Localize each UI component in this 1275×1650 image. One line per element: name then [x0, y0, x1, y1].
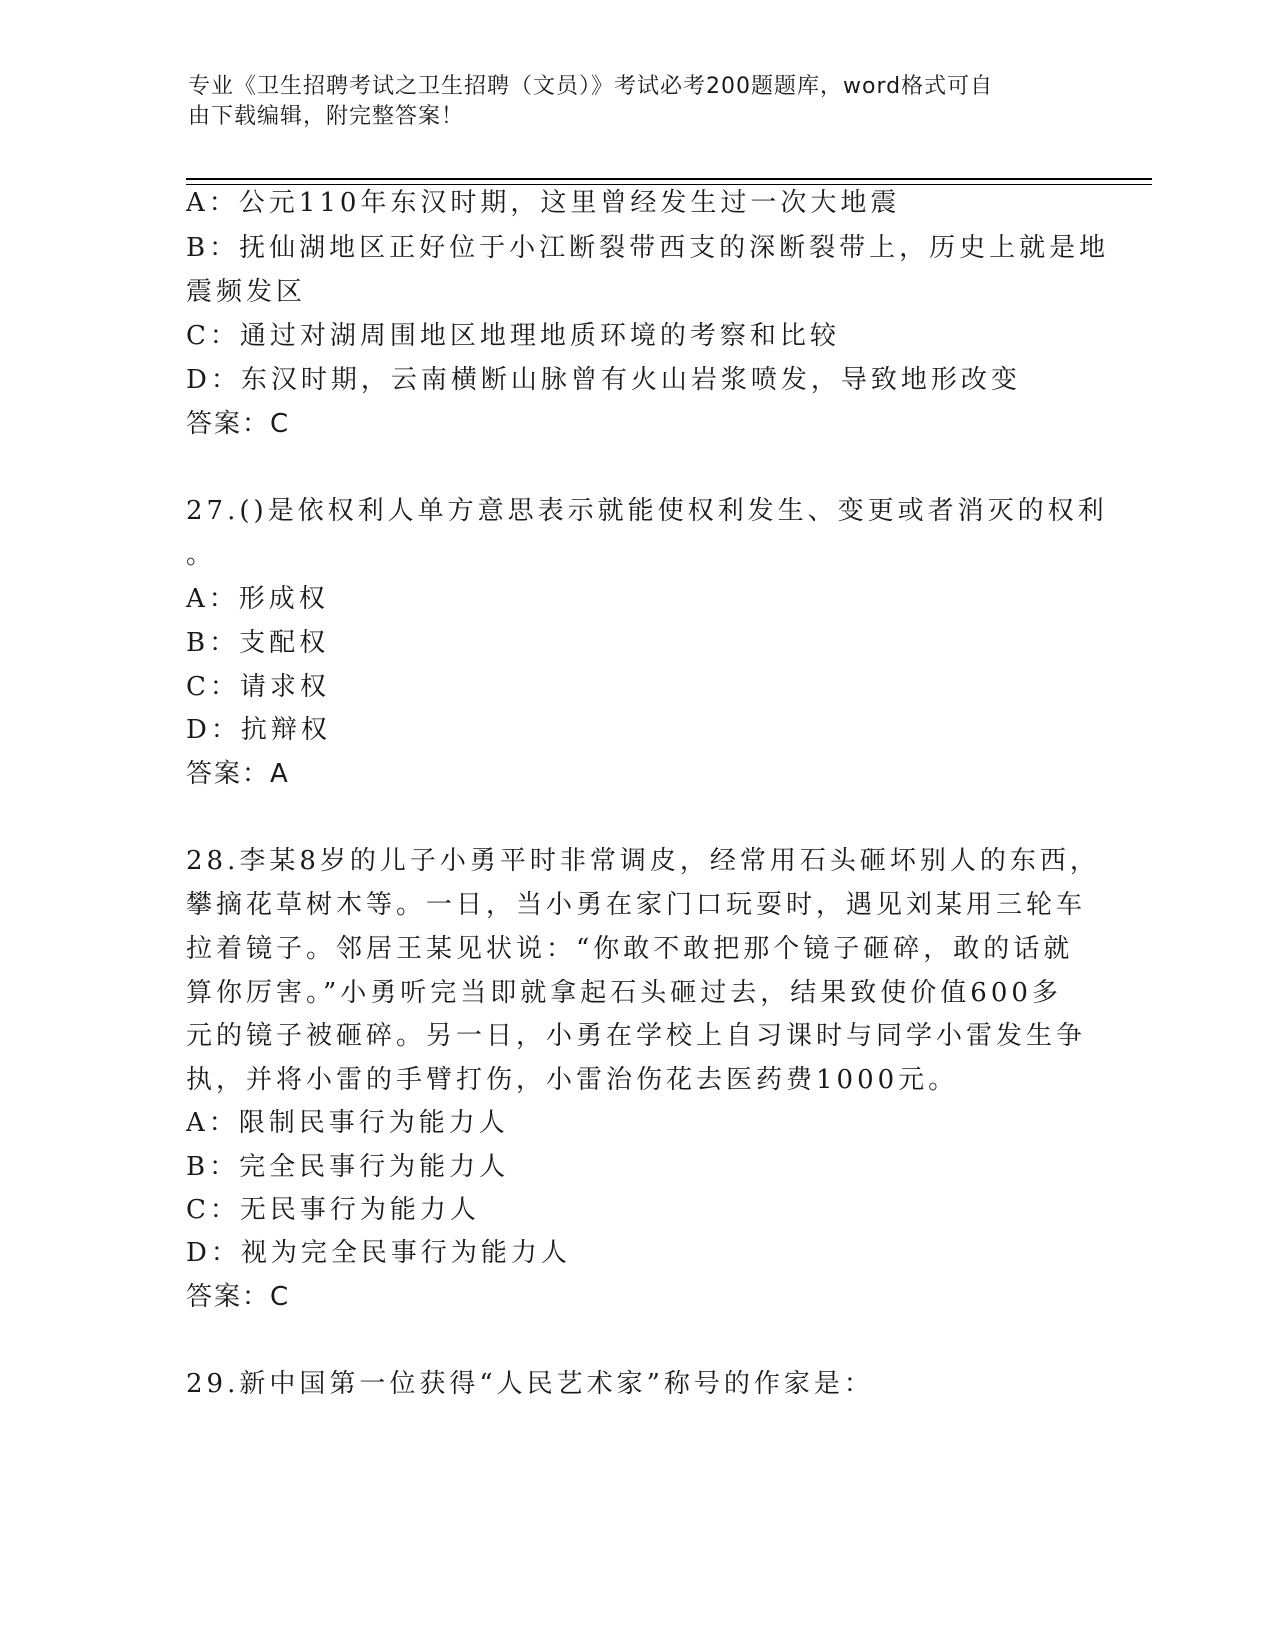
header-rule: [186, 178, 1152, 180]
q28-stem-line-5: 元的镜子被砸碎。另一日，小勇在学校上自习课时与同学小雷发生争: [186, 1021, 1087, 1051]
q28-stem-line-4: 算你厉害。”小勇听完当即就拿起石头砸过去，结果致使价值600多: [186, 978, 1062, 1008]
q27-option-b: B：支配权: [186, 628, 330, 658]
document-header: [188, 72, 1068, 132]
q28-option-d: D：视为完全民事行为能力人: [186, 1238, 571, 1268]
q27-option-d: D：抗辩权: [186, 715, 331, 745]
header-rule-secondary: [186, 184, 1152, 185]
q29-stem-line-1: 29.新中国第一位获得“人民艺术家”称号的作家是：: [186, 1369, 874, 1399]
q28-option-a: A：限制民事行为能力人: [186, 1108, 509, 1138]
q28-option-b: B：完全民事行为能力人: [186, 1152, 510, 1182]
q27-option-a: A：形成权: [186, 584, 329, 614]
q28-answer: 答案：C: [186, 1282, 291, 1312]
q26-option-b-line-2: 震频发区: [186, 277, 307, 307]
q28-stem-line-6: 执，并将小雷的手臂打伤，小雷治伤花去医药费1000元。: [186, 1065, 959, 1095]
q26-option-d: D：东汉时期，云南横断山脉曾有火山岩浆喷发，导致地形改变: [186, 365, 1021, 395]
q26-option-a: A：公元110年东汉时期，这里曾经发生过一次大地震: [186, 188, 901, 218]
header-title-line-1: 专业《卫生招聘考试之卫生招聘（文员）》考试必考200题题库，word格式可自: [188, 74, 994, 99]
q26-answer: 答案：C: [186, 409, 291, 439]
q28-option-c: C：无民事行为能力人: [186, 1195, 480, 1225]
header-title-line-2: 由下载编辑，附完整答案！: [188, 104, 465, 129]
q28-stem-line-1: 28.李某8岁的儿子小勇平时非常调皮，经常用石头砸坏别人的东西，: [186, 846, 1100, 876]
q28-stem-line-3: 拉着镜子。邻居王某见状说：“你敢不敢把那个镜子砸碎，敢的话就: [186, 934, 1074, 964]
q27-option-c: C：请求权: [186, 672, 330, 702]
q26-option-b-line-1: B：抚仙湖地区正好位于小江断裂带西支的深断裂带上，历史上就是地: [186, 233, 1110, 263]
q28-stem-line-2: 攀摘花草树木等。一日，当小勇在家门口玩耍时，遇见刘某用三轮车: [186, 890, 1087, 920]
q27-stem-line-1: 27.()是依权利人单方意思表示就能使权利发生、变更或者消灭的权利: [186, 496, 1108, 526]
q27-stem-line-2: 。: [186, 540, 217, 570]
q26-option-c: C：通过对湖周围地区地理地质环境的考察和比较: [186, 321, 840, 351]
q27-answer: 答案：A: [186, 759, 290, 789]
